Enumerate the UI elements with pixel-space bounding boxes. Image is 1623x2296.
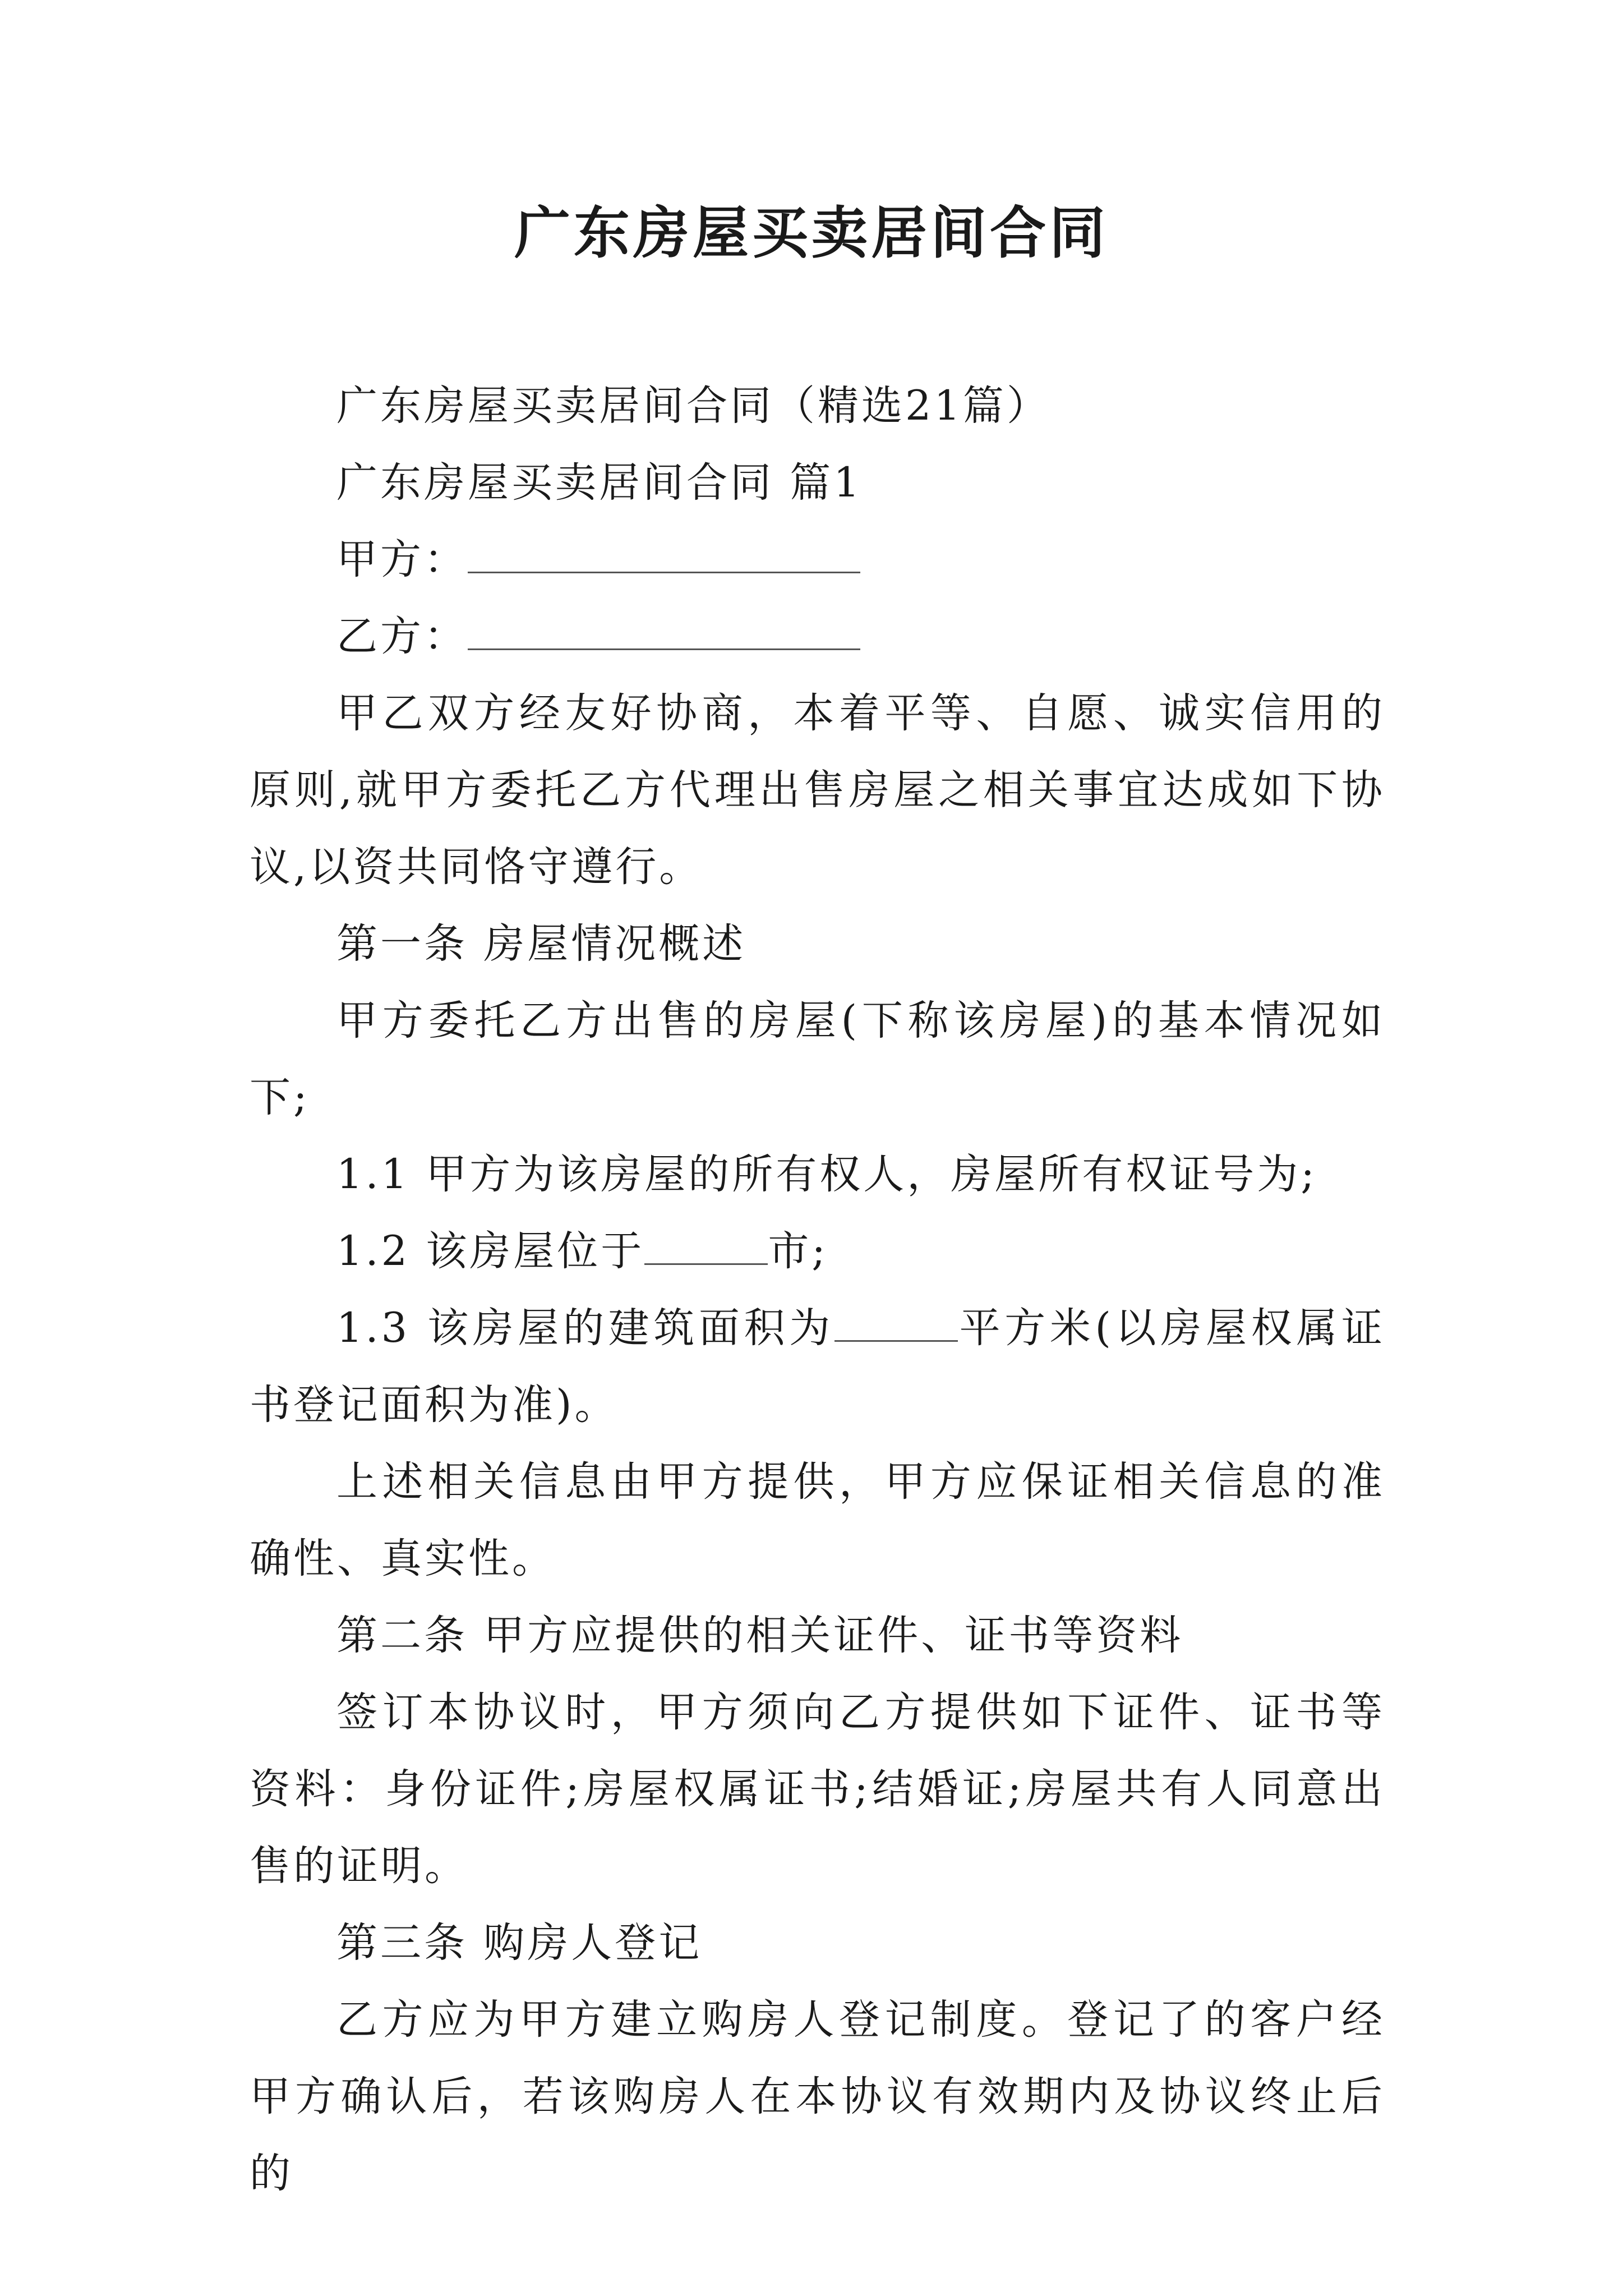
document-body <box>250 367 1385 2212</box>
intro-paragraph: 甲乙双方经友好协商，本着平等、自愿、诚实信用的原则,就甲方委托乙方代理出售房屋之相关事宜达成如下协议,以资共同恪守遵行。 <box>250 689 1385 891</box>
item-1-3-blank <box>834 1301 958 1342</box>
section-heading: 广东房屋买卖居间合同 篇1 <box>336 459 863 507</box>
article-1-title: 第一条 房屋情况概述 <box>336 920 746 968</box>
article-1-body: 甲方委托乙方出售的房屋(下称该房屋)的基本情况如下; <box>250 997 1385 1121</box>
party-a-blank <box>468 533 860 573</box>
article-3-body: 乙方应为甲方建立购房人登记制度。登记了的客户经甲方确认后，若该购房人在本协议有效期内及协议终止后的 <box>250 1996 1385 2197</box>
document-title: 广东房屋买卖居间合同 <box>514 200 1109 266</box>
item-1-1: 1.1 甲方为该房屋的所有权人，房屋所有权证号为; <box>336 1151 1317 1198</box>
party-b-line <box>250 598 1385 675</box>
article-2-title: 第二条 甲方应提供的相关证件、证书等资料 <box>336 1612 1184 1659</box>
item-1-2 <box>250 1213 1385 1290</box>
subtitle-line: 广东房屋买卖居间合同（精选21篇） <box>336 382 1050 430</box>
item-1-3-text-before: 1.3 该房屋的建筑面积为 <box>336 1304 834 1352</box>
party-a-label: 甲方： <box>336 536 468 583</box>
party-b-blank <box>468 610 860 650</box>
item-1-2-text-before: 1.2 该房屋位于 <box>336 1227 645 1275</box>
article-3-title: 第三条 购房人登记 <box>336 1919 703 1967</box>
article-2-body: 签订本协议时，甲方须向乙方提供如下证件、证书等资料：身份证件;房屋权属证书;结婚证;房屋共有人同意出售的证明。 <box>250 1688 1385 1890</box>
item-1-3 <box>250 1290 1385 1443</box>
item-1-2-blank <box>644 1225 768 1265</box>
party-b-label: 乙方： <box>336 613 468 660</box>
info-note-paragraph: 上述相关信息由甲方提供，甲方应保证相关信息的准确性、真实性。 <box>250 1458 1385 1582</box>
item-1-3-text-after: 平方米(以房屋权属证书登记面积为准)。 <box>250 1304 1385 1429</box>
item-1-2-text-after: 市; <box>768 1227 828 1275</box>
party-a-line <box>250 521 1385 598</box>
